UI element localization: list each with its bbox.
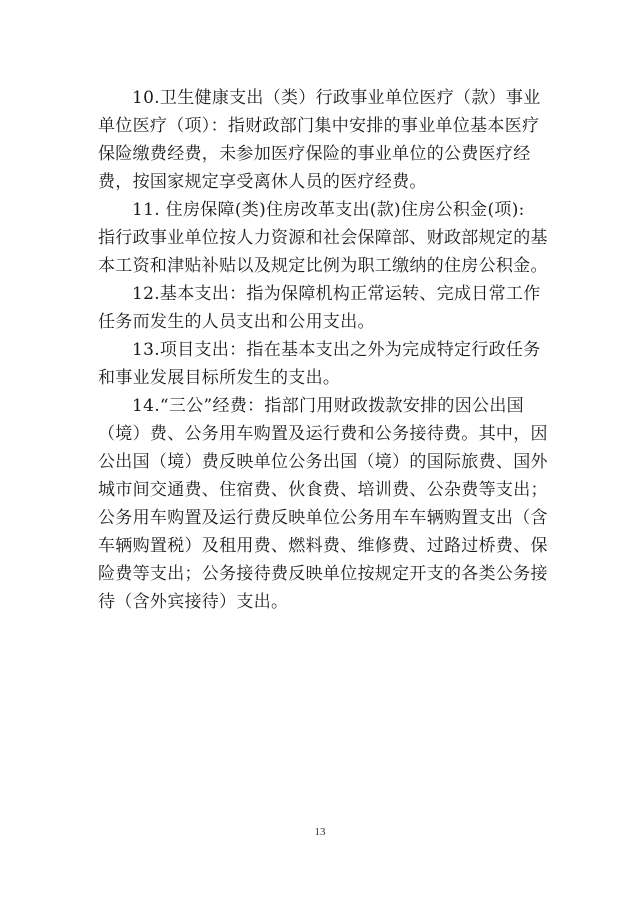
text-line: 14.“三公”经费：指部门用财政拨款安排的因公出国 — [132, 396, 524, 416]
paragraph-basic-expenditure — [98, 280, 578, 336]
text-line: 保险缴费经费，未参加医疗保险的事业单位的公费医疗经 — [98, 144, 531, 164]
text-line: 任务而发生的人员支出和公用支出。 — [98, 312, 375, 332]
text-line: 和事业发展目标所发生的支出。 — [98, 368, 341, 388]
text-line: 11. 住房保障(类)住房改革支出(款)住房公积金(项): — [132, 200, 525, 220]
paragraph-housing-fund — [98, 196, 578, 280]
text-line: 费，按国家规定享受离休人员的医疗经费。 — [98, 172, 427, 192]
paragraph-project-expenditure — [98, 336, 578, 392]
text-line: 公务用车购置及运行费反映单位公务用车车辆购置支出（含 — [98, 508, 548, 528]
text-line: 12.基本支出：指为保障机构正常运转、完成日常工作 — [132, 284, 541, 304]
paragraph-three-public-expenses — [98, 392, 578, 616]
page-number: 13 — [314, 826, 326, 838]
paragraph-health-expenditure — [98, 84, 578, 196]
text-line: 指行政事业单位按人力资源和社会保障部、财政部规定的基 — [98, 228, 548, 248]
text-line: 待（含外宾接待）支出。 — [98, 592, 289, 612]
text-line: 险费等支出；公务接待费反映单位按规定开支的各类公务接 — [98, 564, 548, 584]
text-line: 10.卫生健康支出（类）行政事业单位医疗（款）事业 — [132, 88, 541, 108]
text-line: （境）费、公务用车购置及运行费和公务接待费。其中，因 — [98, 424, 548, 444]
text-line: 单位医疗（项）：指财政部门集中安排的事业单位基本医疗 — [98, 116, 540, 136]
text-line: 本工资和津贴补贴以及规定比例为职工缴纳的住房公积金。 — [98, 256, 548, 276]
text-line: 城市间交通费、住宿费、伙食费、培训费、公杂费等支出； — [98, 480, 548, 500]
text-line: 公出国（境）费反映单位公务出国（境）的国际旅费、国外 — [98, 452, 548, 472]
document-body — [98, 84, 578, 616]
text-line: 13.项目支出：指在基本支出之外为完成特定行政任务 — [132, 340, 541, 360]
text-line: 车辆购置税）及租用费、燃料费、维修费、过路过桥费、保 — [98, 536, 548, 556]
